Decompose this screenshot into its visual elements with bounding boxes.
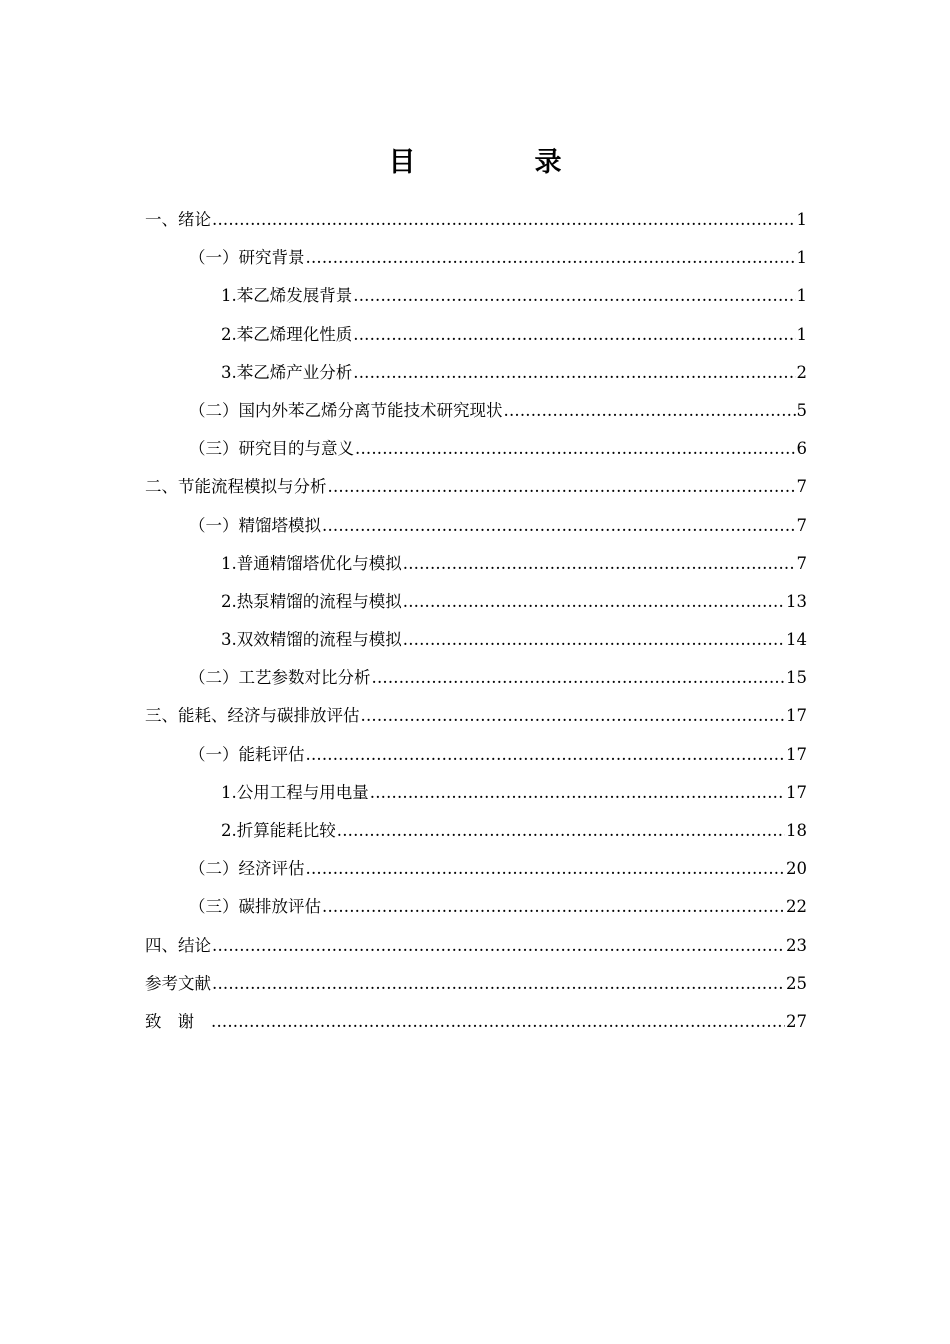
toc-page-number: 2 bbox=[796, 362, 807, 382]
toc-entry[interactable] bbox=[145, 739, 807, 777]
toc-entry-title: 节能流程模拟与分析 bbox=[178, 477, 327, 497]
toc-entry-title: 苯乙烯理化性质 bbox=[236, 324, 353, 344]
toc-dot-leader bbox=[370, 777, 785, 809]
toc-dot-leader bbox=[211, 1006, 785, 1038]
table-of-contents bbox=[145, 204, 807, 1044]
toc-entry-number: 1. bbox=[221, 782, 237, 802]
toc-entry-number: 2. bbox=[221, 821, 237, 840]
toc-entry[interactable] bbox=[145, 968, 807, 1006]
toc-dot-leader bbox=[306, 242, 796, 274]
toc-page-number: 22 bbox=[786, 897, 807, 917]
toc-entry-title: 绪论 bbox=[178, 210, 211, 229]
toc-entry-number: 3. bbox=[221, 630, 237, 650]
toc-entry[interactable] bbox=[145, 662, 807, 700]
toc-dot-leader bbox=[372, 662, 786, 694]
toc-page-number: 15 bbox=[786, 668, 807, 688]
toc-entry-title: 能耗评估 bbox=[238, 744, 305, 764]
toc-page-number: 20 bbox=[786, 859, 807, 879]
toc-page-number: 17 bbox=[786, 782, 807, 802]
toc-entry-title: 研究背景 bbox=[238, 248, 305, 268]
toc-entry[interactable] bbox=[145, 1006, 807, 1044]
toc-entry-number: 1. bbox=[221, 286, 237, 306]
toc-entry-number: （三） bbox=[189, 439, 239, 459]
toc-entry[interactable] bbox=[145, 204, 807, 242]
toc-entry-title: 热泵精馏的流程与模拟 bbox=[236, 591, 402, 611]
toc-entry-number: （二） bbox=[189, 400, 239, 420]
toc-page-number: 27 bbox=[786, 1011, 807, 1031]
toc-dot-leader bbox=[322, 510, 796, 542]
toc-entry[interactable] bbox=[145, 853, 807, 891]
toc-page-number: 23 bbox=[786, 935, 807, 955]
toc-entry-title: 参考文献 bbox=[145, 973, 211, 993]
toc-entry-number: （二） bbox=[189, 668, 239, 688]
toc-entry-number: （一） bbox=[189, 515, 239, 535]
toc-page-number: 5 bbox=[796, 400, 807, 420]
toc-entry-number: （一） bbox=[189, 744, 239, 764]
toc-entry-title: 国内外苯乙烯分离节能技术研究现状 bbox=[238, 400, 503, 420]
toc-entry[interactable] bbox=[145, 624, 807, 662]
toc-page-number: 25 bbox=[786, 973, 807, 993]
toc-entry[interactable] bbox=[145, 930, 807, 968]
toc-page-number: 1 bbox=[796, 210, 807, 229]
toc-dot-leader bbox=[306, 739, 786, 771]
toc-dot-leader bbox=[212, 930, 785, 962]
toc-entry-title: 研究目的与意义 bbox=[238, 439, 354, 459]
toc-dot-leader bbox=[306, 853, 786, 885]
toc-dot-leader bbox=[403, 586, 785, 618]
toc-dot-leader bbox=[504, 395, 796, 427]
toc-page-number: 6 bbox=[796, 439, 807, 459]
toc-entry[interactable] bbox=[145, 586, 807, 624]
toc-dot-leader bbox=[353, 280, 795, 312]
toc-dot-leader bbox=[361, 700, 786, 732]
toc-entry-title: 能耗、经济与碳排放评估 bbox=[178, 706, 360, 726]
toc-entry-number: 3. bbox=[221, 362, 237, 382]
toc-dot-leader bbox=[337, 815, 785, 847]
toc-dot-leader bbox=[355, 433, 796, 465]
toc-entry-number: （一） bbox=[189, 248, 239, 268]
toc-entry-title: 工艺参数对比分析 bbox=[238, 668, 371, 688]
toc-entry-title: 普通精馏塔优化与模拟 bbox=[236, 553, 402, 573]
toc-entry[interactable] bbox=[145, 700, 807, 738]
toc-entry-number: （二） bbox=[189, 859, 239, 879]
toc-dot-leader bbox=[212, 204, 796, 236]
toc-page-number: 1 bbox=[796, 324, 807, 344]
toc-entry[interactable] bbox=[145, 319, 807, 357]
toc-entry-title: 致谢 bbox=[145, 1011, 210, 1031]
toc-entry[interactable] bbox=[145, 242, 807, 280]
toc-page-number: 7 bbox=[796, 477, 807, 497]
toc-entry-title: 双效精馏的流程与模拟 bbox=[236, 630, 402, 650]
toc-dot-leader bbox=[353, 319, 795, 351]
toc-entry-number: 二、 bbox=[145, 477, 178, 497]
toc-entry[interactable] bbox=[145, 357, 807, 395]
toc-page-number: 17 bbox=[786, 744, 807, 764]
toc-page-number: 7 bbox=[796, 553, 807, 573]
toc-entry[interactable] bbox=[145, 395, 807, 433]
toc-dot-leader bbox=[328, 471, 796, 503]
toc-entry[interactable] bbox=[145, 510, 807, 548]
toc-entry-number: 三、 bbox=[145, 706, 178, 726]
toc-dot-leader bbox=[403, 624, 785, 656]
toc-page-number: 18 bbox=[786, 821, 807, 840]
toc-entry-number: 2. bbox=[221, 591, 237, 611]
toc-entry[interactable] bbox=[145, 433, 807, 471]
toc-page-number: 1 bbox=[796, 248, 807, 268]
toc-entry-title: 碳排放评估 bbox=[238, 897, 321, 917]
toc-dot-leader bbox=[322, 891, 785, 923]
toc-dot-leader bbox=[212, 968, 785, 1000]
toc-entry[interactable] bbox=[145, 280, 807, 318]
toc-page-number: 14 bbox=[786, 630, 807, 650]
toc-entry-title: 公用工程与用电量 bbox=[236, 782, 369, 802]
toc-entry-title: 折算能耗比较 bbox=[236, 821, 336, 840]
toc-entry-title: 经济评估 bbox=[238, 859, 305, 879]
toc-entry-title: 苯乙烯发展背景 bbox=[236, 286, 353, 306]
toc-entry[interactable] bbox=[145, 815, 807, 853]
toc-entry-number: 一、 bbox=[145, 210, 178, 229]
toc-entry-title: 苯乙烯产业分析 bbox=[236, 362, 353, 382]
toc-entry[interactable] bbox=[145, 471, 807, 509]
toc-entry[interactable] bbox=[145, 548, 807, 586]
toc-page-number: 17 bbox=[786, 706, 807, 726]
toc-page-number: 1 bbox=[796, 286, 807, 306]
toc-entry-number: 1. bbox=[221, 553, 237, 573]
page-title: 目 录 bbox=[388, 147, 608, 179]
toc-page-number: 7 bbox=[796, 515, 807, 535]
toc-dot-leader bbox=[353, 357, 795, 389]
toc-entry-number: （三） bbox=[189, 897, 239, 917]
toc-entry-title: 精馏塔模拟 bbox=[238, 515, 321, 535]
toc-page-number: 13 bbox=[786, 591, 807, 611]
toc-entry-number: 四、 bbox=[145, 935, 178, 955]
toc-entry[interactable] bbox=[145, 891, 807, 929]
toc-entry[interactable] bbox=[145, 777, 807, 815]
toc-entry-number: 2. bbox=[221, 324, 237, 344]
toc-dot-leader bbox=[403, 548, 796, 580]
toc-entry-title: 结论 bbox=[178, 935, 211, 955]
